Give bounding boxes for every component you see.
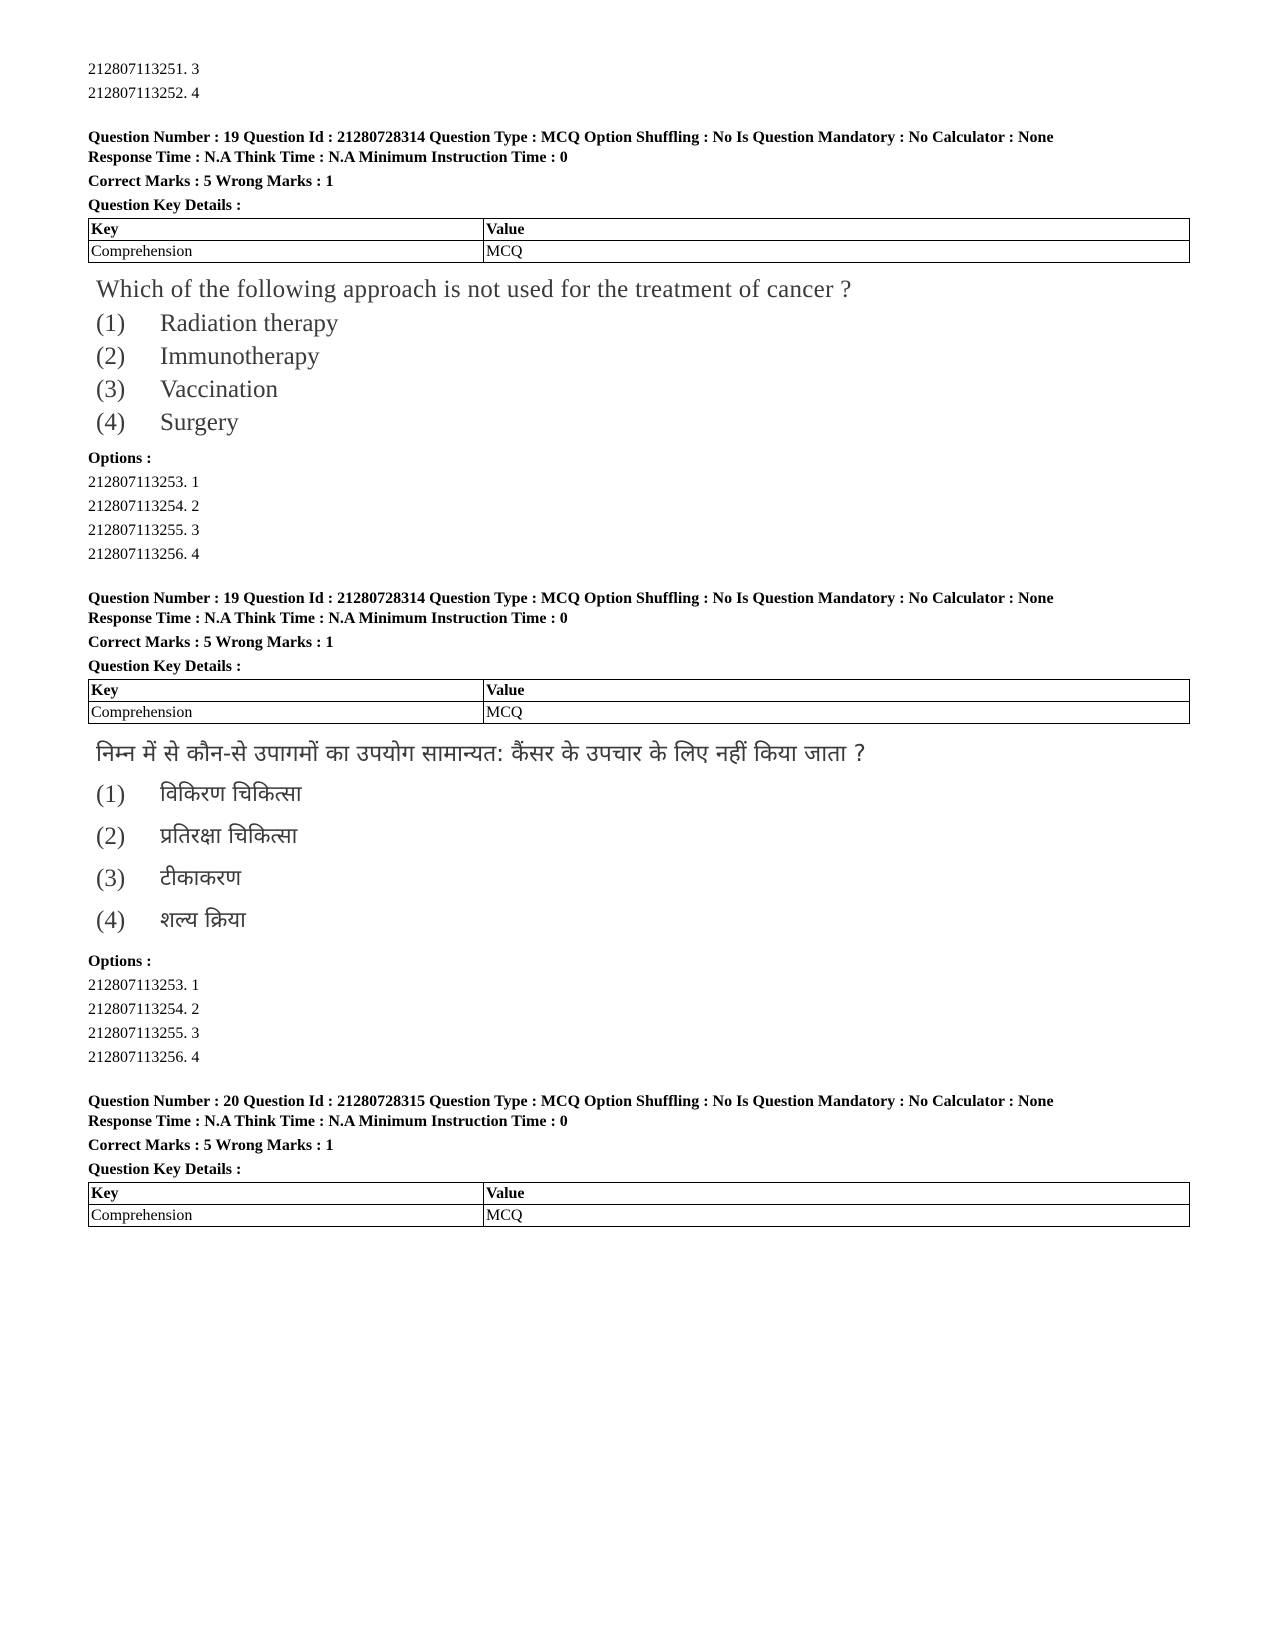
document-page	[88, 58, 1198, 1227]
choice-item	[96, 900, 1198, 942]
option-item: 212807113252. 4	[88, 85, 200, 102]
question-block	[88, 128, 1198, 567]
key-details-heading: Question Key Details :	[88, 658, 242, 675]
question-stem: Which of the following approach is not used for the treatment of cancer ?	[96, 276, 852, 303]
key-details-heading: Question Key Details :	[88, 197, 242, 214]
previous-options-list	[88, 58, 1198, 106]
table-cell-key: Comprehension	[89, 241, 484, 263]
choice-item	[96, 774, 1198, 816]
choice-text: Vaccination	[160, 376, 279, 403]
table-cell-key: Comprehension	[89, 702, 484, 724]
choice-item	[96, 307, 1198, 340]
choice-number: (1)	[96, 781, 126, 808]
choice-text: Radiation therapy	[160, 310, 339, 337]
table-header-value: Value	[484, 1183, 1190, 1205]
choice-text: Immunotherapy	[160, 343, 320, 370]
option-item: 212807113256. 4	[88, 1049, 200, 1066]
table-header-value: Value	[484, 219, 1190, 241]
choice-number: (2)	[96, 343, 126, 370]
key-details-heading: Question Key Details :	[88, 1161, 242, 1178]
options-list	[88, 950, 1198, 1070]
choice-number: (2)	[96, 823, 126, 850]
option-item: 212807113256. 4	[88, 546, 200, 563]
options-heading: Options :	[88, 450, 152, 467]
choice-item	[96, 816, 1198, 858]
question-timing-line: Response Time : N.A Think Time : N.A Minimum Instruction Time : 0	[88, 149, 568, 166]
table-row	[89, 1205, 1190, 1227]
table-header-value: Value	[484, 680, 1190, 702]
choice-item	[96, 373, 1198, 406]
question-block	[88, 1092, 1198, 1227]
choice-item	[96, 340, 1198, 373]
options-heading: Options :	[88, 953, 152, 970]
question-block	[88, 589, 1198, 1070]
choice-text: Surgery	[160, 409, 239, 436]
option-item: 212807113253. 1	[88, 474, 200, 491]
option-item: 212807113254. 2	[88, 1001, 200, 1018]
marks-line: Correct Marks : 5 Wrong Marks : 1	[88, 1137, 334, 1154]
question-meta-line: Question Number : 19 Question Id : 21280728314 Question Type : MCQ Option Shuffling : No Is Question Mandatory : No Calculator : None	[88, 129, 1054, 146]
table-cell-value: MCQ	[484, 1205, 1190, 1227]
choice-number: (3)	[96, 865, 126, 892]
option-item: 212807113255. 3	[88, 1025, 200, 1042]
table-row	[89, 241, 1190, 263]
choice-item	[96, 406, 1198, 439]
question-meta-line: Question Number : 19 Question Id : 21280728314 Question Type : MCQ Option Shuffling : No Is Question Mandatory : No Calculator : None	[88, 590, 1054, 607]
option-item: 212807113255. 3	[88, 522, 200, 539]
choice-text: टीकाकरण	[160, 866, 242, 891]
table-row	[89, 702, 1190, 724]
question-meta-line: Question Number : 20 Question Id : 21280728315 Question Type : MCQ Option Shuffling : No Is Question Mandatory : No Calculator : None	[88, 1093, 1054, 1110]
question-stem: निम्न में से कौन-से उपागमों का उपयोग सामान्यत: कैंसर के उपचार के लिए नहीं किया जाता ?	[96, 741, 866, 767]
choice-number: (3)	[96, 376, 126, 403]
choice-text: विकिरण चिकित्सा	[160, 782, 302, 807]
option-item: 212807113251. 3	[88, 61, 200, 78]
key-details-table	[88, 218, 1190, 263]
table-header-key: Key	[89, 1183, 484, 1205]
choice-number: (1)	[96, 310, 126, 337]
marks-line: Correct Marks : 5 Wrong Marks : 1	[88, 173, 334, 190]
option-item: 212807113254. 2	[88, 498, 200, 515]
table-header-row	[89, 1183, 1190, 1205]
question-timing-line: Response Time : N.A Think Time : N.A Minimum Instruction Time : 0	[88, 610, 568, 627]
table-header-key: Key	[89, 219, 484, 241]
table-cell-key: Comprehension	[89, 1205, 484, 1227]
choice-number: (4)	[96, 907, 126, 934]
key-details-table	[88, 679, 1190, 724]
question-content	[96, 273, 1198, 439]
choice-text: प्रतिरक्षा चिकित्सा	[160, 824, 298, 849]
table-header-key: Key	[89, 680, 484, 702]
marks-line: Correct Marks : 5 Wrong Marks : 1	[88, 634, 334, 651]
question-content	[96, 734, 1198, 942]
table-header-row	[89, 219, 1190, 241]
choice-item	[96, 858, 1198, 900]
option-item: 212807113253. 1	[88, 977, 200, 994]
table-header-row	[89, 680, 1190, 702]
table-cell-value: MCQ	[484, 241, 1190, 263]
choice-text: शल्य क्रिया	[160, 908, 246, 933]
table-cell-value: MCQ	[484, 702, 1190, 724]
question-timing-line: Response Time : N.A Think Time : N.A Minimum Instruction Time : 0	[88, 1113, 568, 1130]
choice-number: (4)	[96, 409, 126, 436]
key-details-table	[88, 1182, 1190, 1227]
options-list	[88, 447, 1198, 567]
